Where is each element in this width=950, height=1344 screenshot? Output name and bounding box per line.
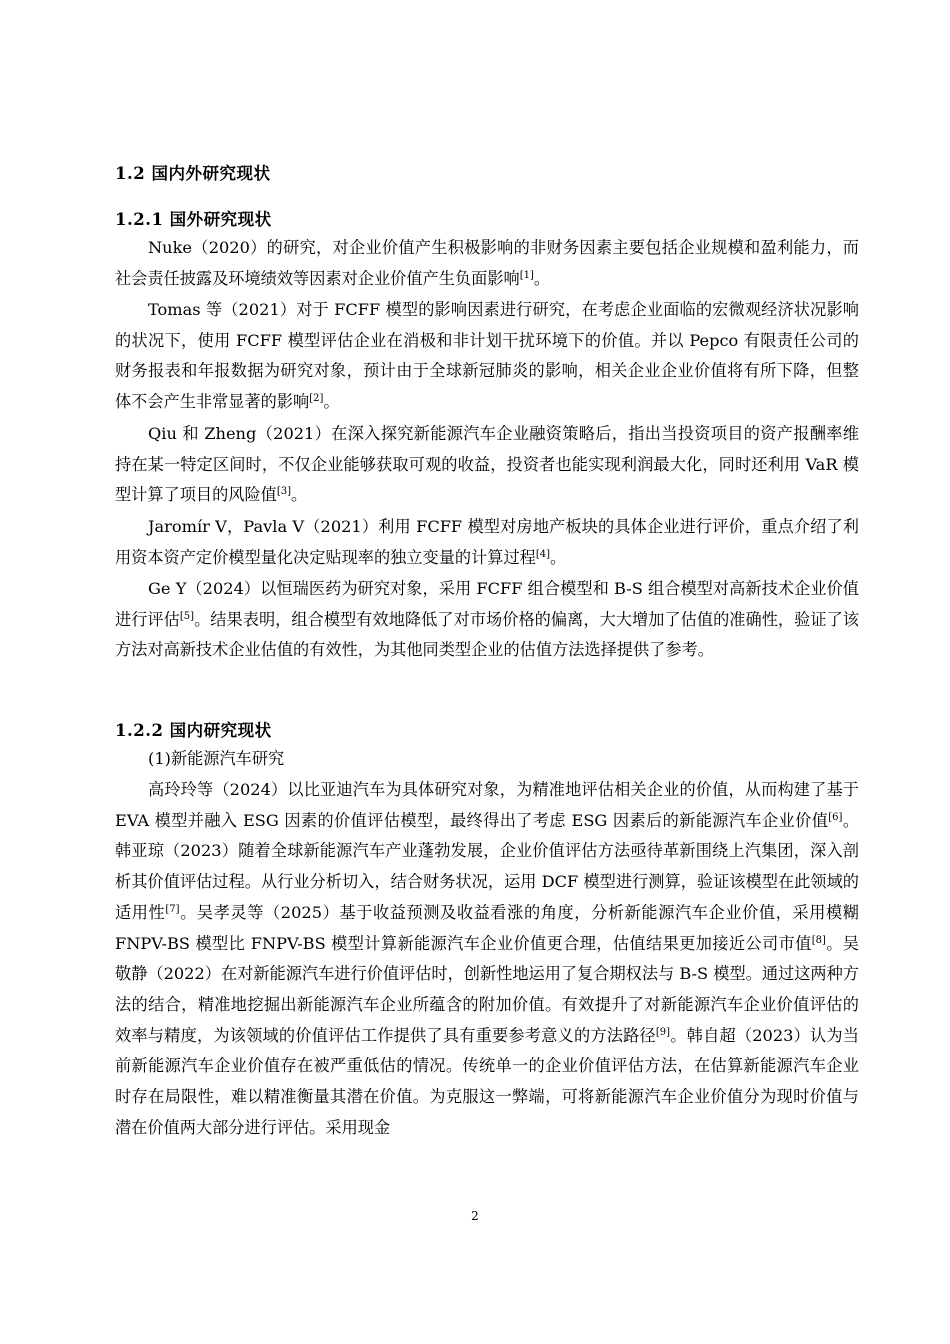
segment-text: 高玲玲等（2024）以比亚迪汽车为具体研究对象，为精准地评估相关企业的价值，从而构建了基于 EVA 模型并融入 ESG 因素的价值评估模型，最终得出了考虑 ESG 因素后的新能源汽车企业价值 bbox=[115, 780, 859, 830]
citation-ref: [1] bbox=[519, 269, 534, 281]
paragraph-tail: 。结果表明，组合模型有效地降低了对市场价格的偏离，大大增加了估值的准确性，验证了该方法对高新技术企业估值的有效性，为其他同类型企业的估值方法选择提供了参考。 bbox=[115, 609, 859, 660]
page-number: 2 bbox=[471, 1209, 479, 1223]
citation-ref: [6] bbox=[828, 811, 843, 823]
paragraph-text: Jaromír V，Pavla V（2021）利用 FCFF 模型对房地产板块的具体企业进行评价，重点介绍了利用资本资产定价模型量化决定贴现率的独立变量的计算过程 bbox=[115, 517, 859, 567]
paragraph-text: Tomas 等（2021）对于 FCFF 模型的影响因素进行研究，在考虑企业面临的宏微观经济状况影响的状况下，使用 FCFF 模型评估企业在消极和非计划干扰环境下的价值。并以 Pepco 有限责任公司的财务报表和年报数据为研究对象，预计由于全球新冠肺炎的影响，相关企业企业价值将有所下降，但整体不会产生非常显著的影响 bbox=[115, 300, 859, 412]
paragraph-qiu-zheng bbox=[115, 419, 859, 511]
paragraph-text: Nuke（2020）的研究，对企业价值产生积极影响的非财务因素主要包括企业规模和盈利能力，而社会责任披露及环境绩效等因素对企业价值产生负面影响 bbox=[115, 238, 859, 288]
paragraph-tomas bbox=[115, 295, 859, 418]
segment-text: 。吴孝灵等（2025）基于收益预测及收益看涨的角度，分析新能源汽车企业价值，采用模糊 FNPV-BS 模型比 FNPV-BS 模型计算新能源汽车企业价值更合理，估值结果更加接近公司市值 bbox=[115, 902, 859, 953]
paragraph-tail: 。 bbox=[323, 392, 340, 412]
paragraph-ge-y bbox=[115, 574, 859, 666]
citation-ref: [4] bbox=[535, 548, 551, 560]
segment-text: 。吴敬静（2022）在对新能源汽车进行价值评估时，创新性地运用了复合期权法与 B-S 模型。通过这两种方法的结合，精准地挖掘出新能源汽车企业所蕴含的附加价值。有效提升了对新能源汽车企业价值评估的效率与精度，为该领域的价值评估工作提供了具有重要参考意义的方法路径 bbox=[115, 933, 859, 1045]
paragraph-jaromir bbox=[115, 512, 859, 573]
segment-text: 。韩亚琼（2023）随着全球新能源汽车产业蓬勃发展，企业价值评估方法亟待革新围绕上汽集团，深入剖析其价值评估过程。从行业分析切入，结合财务状况，运用 DCF 模型进行测算，验证该模型在此领域的适用性 bbox=[115, 810, 860, 922]
citation-ref: [5] bbox=[179, 610, 195, 622]
paragraph-text: Qiu 和 Zheng（2021）在深入探究新能源汽车企业融资策略后，指出当投资项目的资产报酬率维持在某一特定区间时，不仅企业能够获取可观的收益，投资者也能实现利润最大化，同时还利用 VaR 模型计算了项目的风险值 bbox=[115, 424, 859, 505]
paragraph-nuke bbox=[115, 233, 859, 294]
citation-ref: [2] bbox=[309, 393, 324, 405]
subsection-heading-foreign: 1.2.1 国外研究现状 bbox=[115, 210, 272, 229]
topic-subheading: (1)新能源汽车研究 bbox=[148, 749, 285, 768]
segment-text: 。韩自超（2023）认为当前新能源汽车企业价值存在被严重低估的情况。传统单一的企业价值评估方法，在估算新能源汽车企业时存在局限性，难以精准衡量其潜在价值。为克服这一弊端，可将新能源汽车企业价值分为现时价值与潜在价值两大部分进行评估。采用现金 bbox=[115, 1025, 859, 1137]
citation-ref: [8] bbox=[811, 934, 826, 946]
section-heading: 1.2 国内外研究现状 bbox=[115, 164, 271, 183]
paragraph-text: Ge Y（2024）以恒瑞医药为研究对象，采用 FCFF 组合模型和 B-S 组合模型对高新技术企业价值进行评估 bbox=[115, 579, 859, 629]
subsection-heading-domestic: 1.2.2 国内研究现状 bbox=[115, 721, 272, 740]
paragraph-tail: 。 bbox=[550, 547, 567, 567]
paragraph-tail: 。 bbox=[291, 485, 308, 505]
citation-ref: [9] bbox=[655, 1026, 671, 1038]
citation-ref: [7] bbox=[165, 903, 180, 915]
paragraph-tail: 。 bbox=[533, 268, 551, 288]
paragraph-domestic-nev bbox=[115, 775, 859, 1143]
citation-ref: [3] bbox=[276, 486, 292, 498]
